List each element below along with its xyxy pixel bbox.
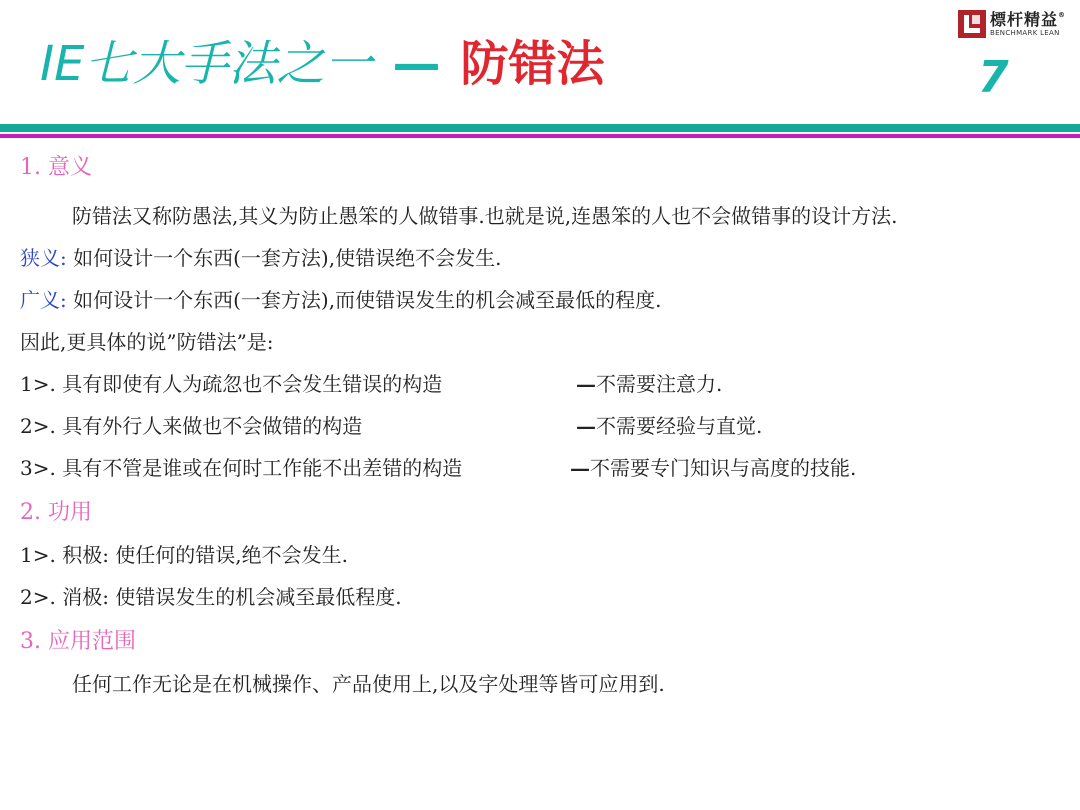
broad-label: 广义: bbox=[20, 288, 67, 312]
logo-registered-mark: ® bbox=[1058, 10, 1066, 19]
narrow-text: 如何设计一个东西(一套方法),使错误绝不会发生. bbox=[73, 246, 502, 270]
narrow-definition bbox=[20, 243, 1060, 273]
header-divider-teal bbox=[0, 124, 1080, 132]
brand-logo bbox=[958, 10, 1066, 38]
title-dash: — bbox=[392, 36, 441, 92]
item-dash: — bbox=[570, 456, 590, 480]
list-item bbox=[20, 369, 1060, 399]
list-item bbox=[20, 411, 1060, 441]
item-dash: — bbox=[576, 414, 596, 438]
therefore-line: 因此,更具体的说”防错法”是: bbox=[20, 330, 274, 354]
header-divider-magenta bbox=[0, 134, 1080, 138]
item-left-text: 2>. 具有外行人来做也不会做错的构造 bbox=[20, 414, 363, 438]
item-left-text: 3>. 具有不管是谁或在何时工作能不出差错的构造 bbox=[20, 456, 463, 480]
logo-mark-icon bbox=[958, 10, 986, 38]
page-number: 7 bbox=[978, 52, 1009, 103]
item-right-text: 不需要注意力. bbox=[596, 372, 723, 396]
section-heading-function: 2. 功用 bbox=[20, 500, 92, 525]
slide-content bbox=[20, 150, 1060, 699]
title-main: IE七大手法之一 bbox=[40, 36, 373, 92]
item-right-text: 不需要经验与直觉. bbox=[596, 414, 763, 438]
item-right-text: 不需要专门知识与高度的技能. bbox=[590, 456, 857, 480]
section-heading-scope: 3. 应用范围 bbox=[20, 629, 136, 654]
item-dash: — bbox=[576, 372, 596, 396]
function-item: 2>. 消极: 使错误发生的机会减至最低程度. bbox=[20, 585, 402, 609]
logo-en-text: BENCHMARK LEAN bbox=[989, 28, 1060, 37]
section-heading-meaning: 1. 意义 bbox=[20, 155, 92, 180]
logo-cn-text: 標杆精益® bbox=[989, 9, 1066, 29]
intro-paragraph: 防错法又称防愚法,其义为防止愚笨的人做错事.也就是说,连愚笨的人也不会做错事的设计方法. bbox=[72, 204, 898, 228]
narrow-label: 狭义: bbox=[20, 246, 67, 270]
broad-text: 如何设计一个东西(一套方法),而使错误发生的机会减至最低的程度. bbox=[73, 288, 662, 312]
item-right bbox=[576, 369, 722, 399]
broad-definition bbox=[20, 285, 1060, 315]
item-right bbox=[570, 453, 856, 483]
function-item: 1>. 积极: 使任何的错误,绝不会发生. bbox=[20, 543, 349, 567]
list-item bbox=[20, 453, 1060, 483]
item-right bbox=[576, 411, 762, 441]
title-subtitle: 防错法 bbox=[460, 36, 605, 92]
scope-text: 任何工作无论是在机械操作、产品使用上,以及字处理等皆可应用到. bbox=[72, 672, 665, 696]
page-title bbox=[40, 36, 605, 92]
item-left-text: 1>. 具有即使有人为疏忽也不会发生错误的构造 bbox=[20, 372, 443, 396]
